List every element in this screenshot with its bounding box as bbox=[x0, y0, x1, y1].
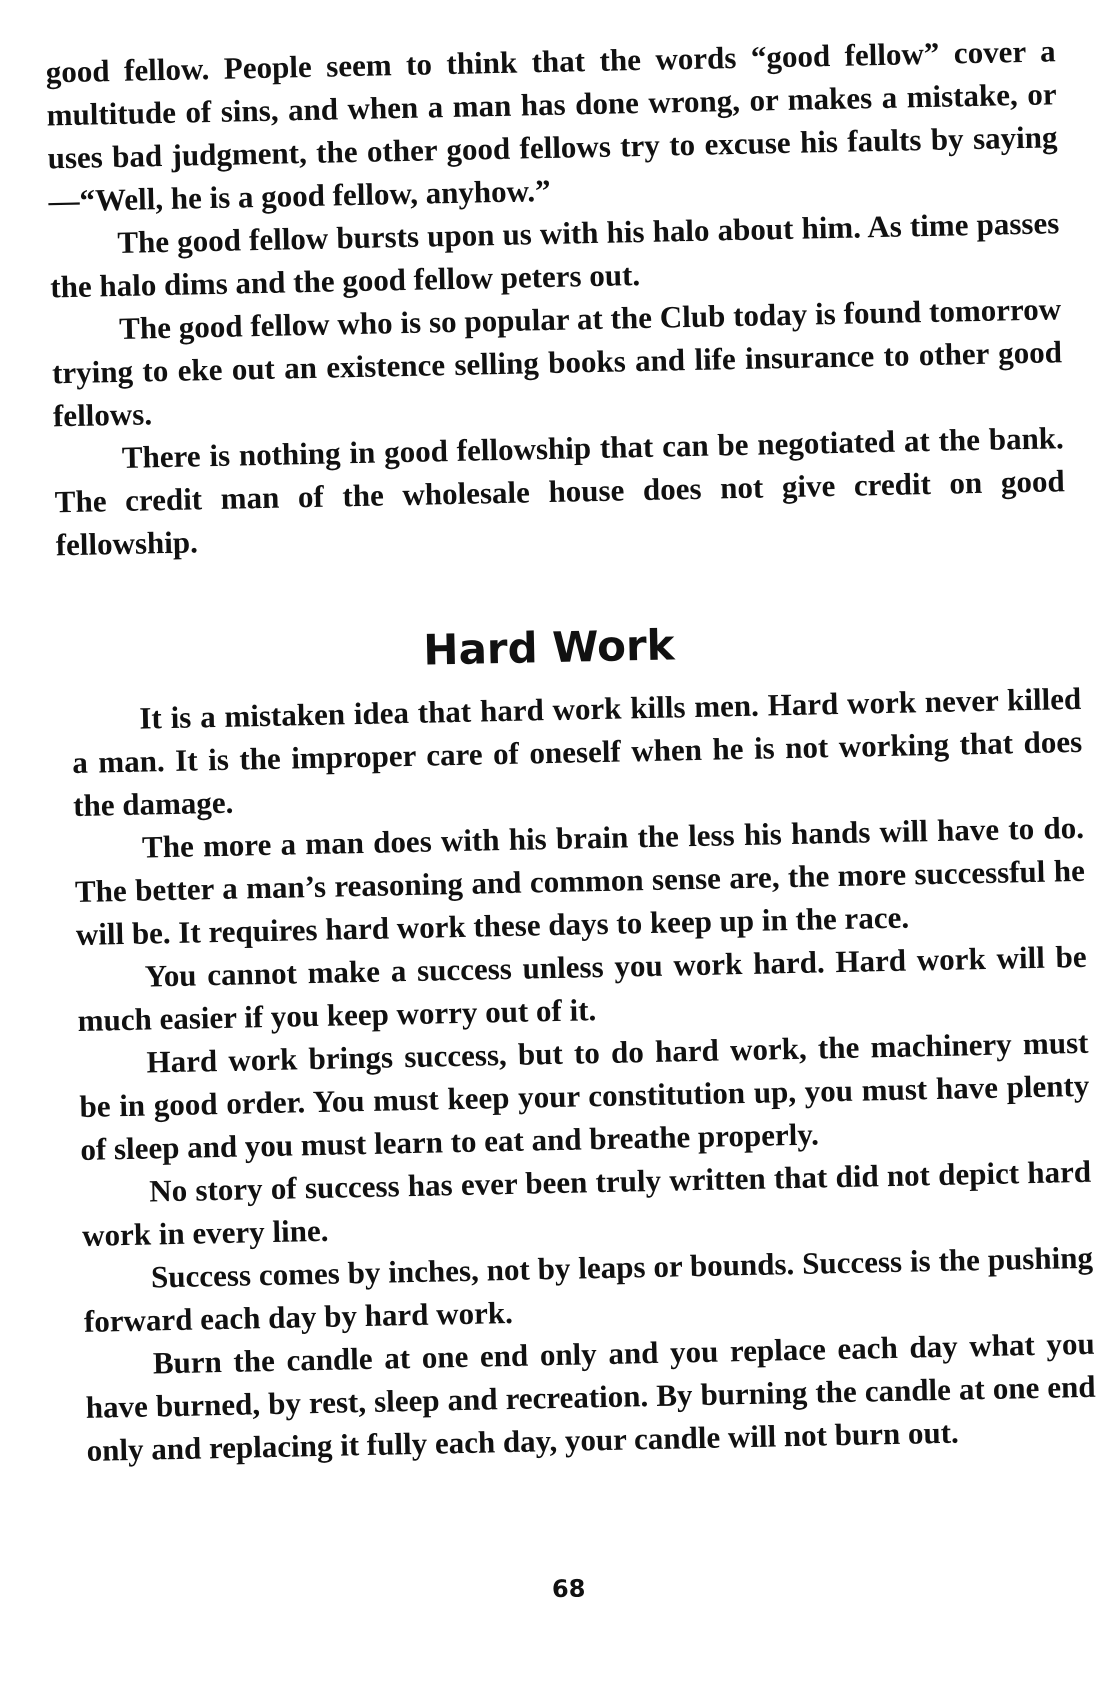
section-text-block bbox=[71, 677, 1097, 1472]
paragraph: The more a man does with his brain the less his hands will have to do. The better a man’s reasoning and common sense are, the more successful he will be. It requires hard work these days to keep up in the race. bbox=[74, 809, 1086, 953]
paragraph: You cannot make a success unless you work hard. Hard work will be much easier if you keep worry out of it. bbox=[77, 938, 1087, 1038]
paragraph: No story of success has ever been truly written that did not depict hard work in every line. bbox=[81, 1153, 1092, 1253]
paragraph: good fellow. People seem to think that the words “good fellow” cover a multitude of sins, and when a man has done wrong, or makes a mistake, or uses bad judgment, the other good fellows try to excuse his faults by saying—“Well, he is a good fellow, anyhow.” bbox=[45, 33, 1058, 219]
paragraph: The good fellow who is so popular at the Club today is found tomorrow trying to eke out an existence selling books and life insurance to other good fellows. bbox=[51, 291, 1063, 434]
paragraph: It is a mistaken idea that hard work kills men. Hard work never killed a man. It is the improper care of oneself when he is not working that does the damage. bbox=[71, 680, 1083, 824]
intro-text-block bbox=[45, 29, 1066, 566]
paragraph: There is nothing in good fellowship that can be negotiated at the bank. The credit man of the wholesale house does not give credit on good fellowship. bbox=[54, 420, 1065, 563]
page-number: 68 bbox=[551, 1574, 586, 1604]
paragraph: Hard work brings success, but to do hard work, the machinery must be in good order. You must keep your constitution up, you must have plenty of sleep and you must learn to eat and breathe properly. bbox=[79, 1024, 1090, 1167]
section-heading: Hard Work bbox=[422, 620, 676, 675]
paragraph: The good fellow bursts upon us with his halo about him. As time passes the halo dims and the good fellow peters out. bbox=[49, 205, 1060, 305]
paragraph: Success comes by inches, not by leaps or bounds. Success is the pushing forward each day by hard work. bbox=[83, 1239, 1094, 1339]
paragraph: Burn the candle at one end only and you replace each day what you have burned, by rest, sleep and recreation. By burning the candle at one end only and replacing it fully each day, your candle will not burn out. bbox=[85, 1325, 1096, 1468]
